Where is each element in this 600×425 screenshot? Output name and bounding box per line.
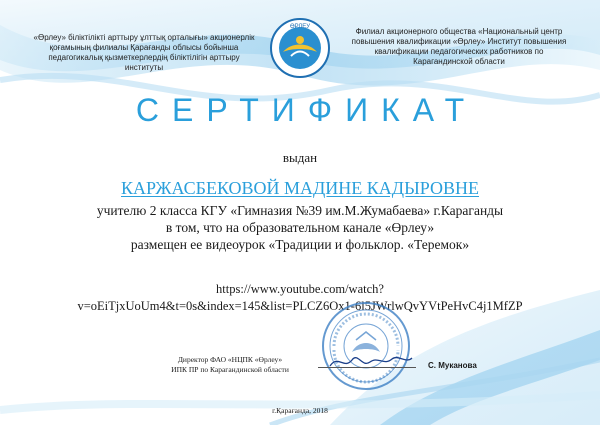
header-left-institution [18,33,270,73]
header-right-line: Филиал акционерного общества «Национальный центр [355,27,563,36]
official-seal-icon [320,300,412,392]
signatory-title-line: ИПК ПР по Карагандинской области [171,365,289,374]
body-line: в том, что на образовательном канале «Өрлеу» [165,220,435,235]
signatory-title-line: Директор ФАО «НЦПК «Өрлеу» [177,355,283,364]
certificate-body [0,202,600,253]
header-right-institution [330,27,588,67]
header-left-line: институты [124,63,164,72]
header-left-line: «Өрлеу» біліктілікті арттыру ұлттық орталығы» акционерлік [33,33,255,42]
video-link [0,281,600,315]
header-left-line: қоғамының филиалы Қарағанды облысы бойынша [49,43,239,52]
video-link-line: https://www.youtube.com/watch? [216,282,384,296]
issued-label: выдан [282,150,318,165]
body-line: учителю 2 класса КГУ «Гимназия №39 им.М.Жумабаева» г.Караганды [96,203,504,218]
header-left-line: педагогикалық қызметкерлердің біліктілігін арттыру [48,53,240,62]
header-right-line: Карагандинской области [413,57,505,66]
signatory-title [150,355,310,375]
logo-text: ӨРЛЕУ [289,24,311,30]
body-line: размещен ее видеоурок «Традиции и фольклор. «Теремок» [130,237,470,252]
certificate-title: СЕРТИФИКАТ [135,92,478,128]
header-right-line: квалификации педагогических работников по [374,47,544,56]
handwritten-signature [326,350,416,372]
header-right-line: повышения квалификации «Өрлеу» Институт повышения [351,37,567,46]
signature-line [318,367,416,368]
recipient-name: КАРЖАСБЕКОВОЙ МАДИНЕ КАДЫРОВНЕ [121,178,479,198]
place-date: г.Қарағанда, 2018 [272,406,328,415]
video-link-line: v=oEiTjxUoUm4&t=0s&index=145&list=PLCZ6Ox1-6l5JWrlwQvYVtPeHvC4j1MfZP [77,299,523,313]
orleu-logo-icon [269,16,331,80]
signatory-name: С. Муканова [428,361,477,370]
